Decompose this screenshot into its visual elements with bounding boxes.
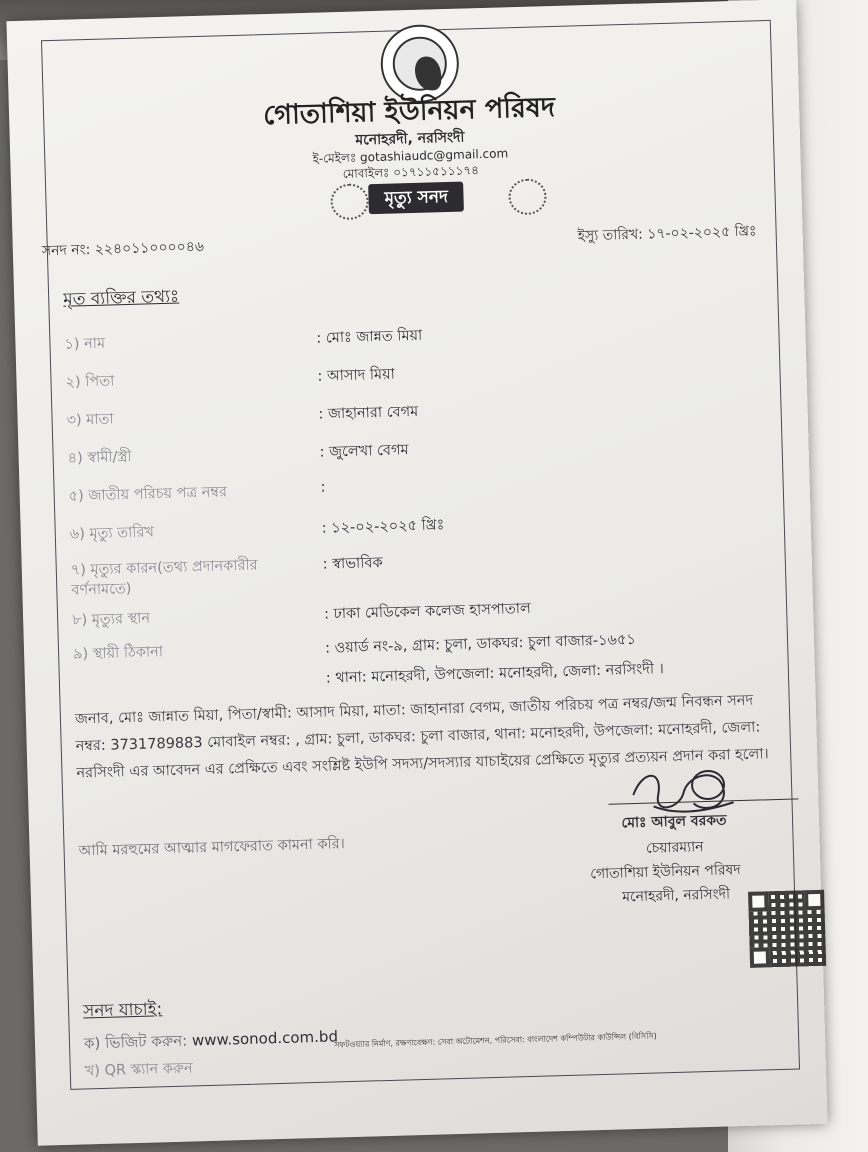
field-value: : জুলেখা বেগম	[319, 442, 409, 461]
ornament-right-icon	[508, 178, 547, 215]
field-row	[72, 625, 763, 663]
certificate-type-badge: মৃত্যু সনদ	[368, 182, 464, 215]
field-row	[66, 391, 756, 429]
field-label: ৯) স্থায়ী ঠিকানা	[72, 644, 164, 663]
union-mobile: মোবাইলঃ ০১৭১১৫১১১৭৪	[342, 163, 480, 181]
field-value: : আসাদ মিয়া	[317, 366, 396, 385]
section-title: মৃত ব্যক্তির তথ্যঃ	[62, 286, 180, 310]
union-location: মনোহরদী, নরসিংদী	[355, 129, 465, 149]
field-value: : ঢাকা মেডিকেল কলেজ হাসপাতাল	[323, 600, 531, 623]
issue-date: ইস্যু তারিখ: ১৭-০২-২০২৫ খ্রিঃ	[577, 223, 757, 245]
field-label: ৫) জাতীয় পরিচয় পত্র নম্বর	[68, 484, 228, 505]
field-row	[68, 467, 758, 505]
verify-url-link[interactable]: www.sonod.com.bd	[191, 1027, 339, 1050]
field-value: : ১২-০২-২০২৫ খ্রিঃ	[321, 517, 445, 537]
certificate-paper	[6, 0, 827, 1146]
certificate-paragraph: জনাব, মোঃ জান্নাত মিয়া, পিতা/স্বামী: আসাদ মিয়া, মাতা: জাহানারা বেগম, জাতীয় পরিচয় পত্র নম্বর/জন্ম নিবন্ধন সনদ নম্বর: 3731789883 মোবাইল নম্বর: , গ্রাম: চুলা, ডাকঘর: চুলা বাজার, থানা: মনোহরদী, উপজেলা: মনোহরদী, জেলা: নরসিংদী এর আবেদন এর প্রেক্ষিতে এবং সংশ্লিষ্ট ইউপি সদস্য/সদস্যার যাচাইয়ের প্রেক্ষিতে মৃত্যুর প্রত্যয়ন প্রদান করা হলো।	[74, 692, 769, 782]
footer-credit: সফটওয়্যার নির্মাণ, রক্ষণাবেক্ষণ: সেবা অটোমেশন, পরিসেবা: বাংলাদেশ কম্পিউটার কাউন্সিল (বিসিসি)	[334, 1031, 657, 1050]
field-row	[65, 353, 755, 391]
field-row	[70, 541, 761, 599]
sonod-number: সনদ নং: ২২৪০১১০০০০৪৬	[41, 238, 205, 260]
field-value: : মোঃ জান্নত মিয়া	[316, 327, 423, 347]
field-row	[67, 429, 757, 467]
field-value: : জাহানারা বেগম	[318, 403, 419, 423]
field-row	[64, 315, 754, 353]
field-value: : স্বাভাবিক	[322, 554, 383, 573]
verify-visit-label: ক) ভিজিট করুন:	[83, 1031, 193, 1053]
union-title: গোতাশিয়া ইউনিয়ন পরিষদ	[262, 91, 556, 132]
field-label: ৭) মৃত্যুর কারন(তথ্য প্রদানকারীর বর্ণনামতে)	[70, 557, 258, 599]
signatory-designation: চেয়ারম্যান	[645, 839, 704, 857]
field-value: : ওয়ার্ড নং-৯, গ্রাম: চুলা, ডাকঘর: চুলা বাজার-১৬৫১	[324, 631, 637, 657]
field-label: ৪) স্বামী/স্ত্রী	[67, 448, 132, 467]
field-label: ১) নাম	[64, 335, 106, 353]
ornament-left-icon	[330, 183, 369, 220]
field-label: ৩) মাতা	[66, 411, 114, 429]
field-label: ২) পিতা	[65, 373, 115, 391]
verify-visit	[84, 1025, 339, 1057]
field-label: ৬) মৃত্যু তারিখ	[69, 524, 155, 543]
qr-code-icon	[748, 890, 826, 968]
signatory-name: মোঃ আবুল বরকত	[621, 812, 727, 832]
address-line-2: : থানা: মনোহরদী, উপজেলা: মনোহরদী, জেলা: নরসিংদী ।	[325, 661, 665, 687]
verify-title: সনদ যাচাই:	[82, 999, 163, 1022]
signatory-location: মনোহরদী, নরসিংদী	[622, 886, 731, 906]
prayer-text: আমি মরহুমের আত্মার মাগফেরাত কামনা করি।	[78, 836, 346, 860]
verify-qr-label: খ) QR স্ক্যান করুন	[84, 1060, 193, 1080]
union-email: ই-মেইলঃ gotashiaudc@gmail.com	[312, 146, 509, 166]
signatory-org: গোতাশিয়া ইউনিয়ন পরিষদ	[590, 862, 741, 883]
field-label: ৮) মৃত্যুর স্থান	[71, 610, 151, 629]
field-value: :	[320, 479, 326, 496]
certificate-frame	[41, 20, 800, 1090]
field-row	[69, 505, 760, 543]
